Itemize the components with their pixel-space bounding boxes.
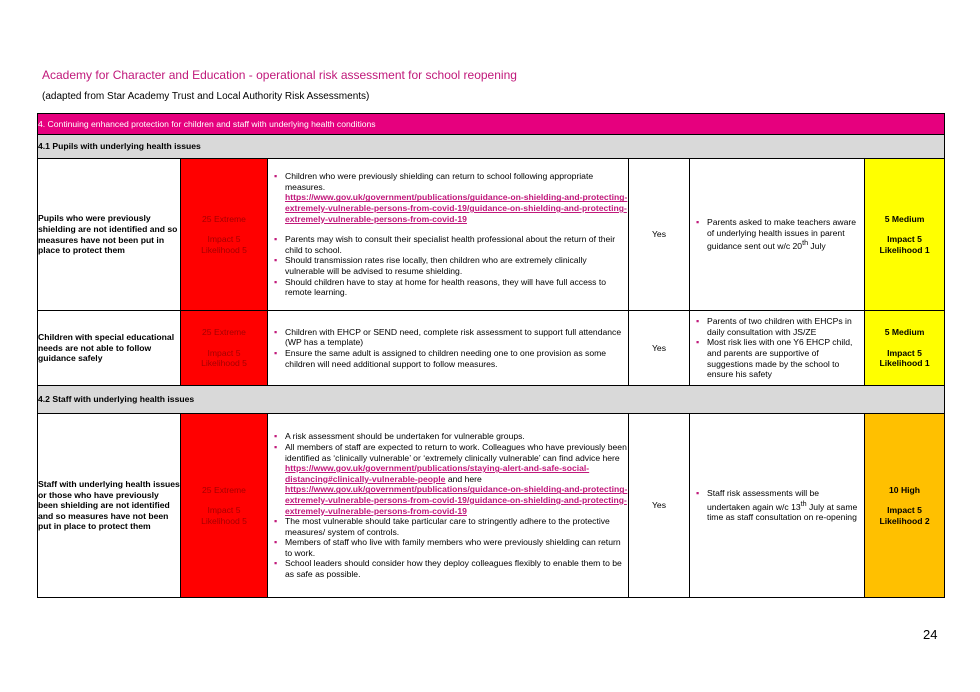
further-action-cell [690,159,865,311]
risk-level: 25 Extreme [202,484,246,495]
in-place-cell: Yes [629,414,690,598]
risk-level: 10 High [889,484,921,495]
risk-level: 25 Extreme [202,213,246,224]
risk-likelihood: Likelihood 2 [879,515,930,526]
in-place-cell: Yes [629,159,690,311]
section-title: 4. Continuing enhanced protection for children and staff with underlying health conditions [38,114,945,135]
risk-before-cell [181,311,268,386]
subsection-title: 4.2 Staff with underlying health issues [38,386,945,414]
control-text: Children who were previously shielding can return to school following appropriate measures. [285,171,594,192]
list-item: ▪ Most risk lies with one Y6 EHCP child, and parents are supportive of suggestions made by the school to ensure his safety [707,337,864,379]
risk-likelihood: Likelihood 1 [879,244,930,255]
controls-cell [268,414,629,598]
section-header-row [38,114,945,135]
risk-impact: Impact 5 [887,234,922,245]
risk-before-cell [181,159,268,311]
risk-likelihood: Likelihood 5 [201,515,247,526]
list-item: ▪ Parents asked to make teachers aware of underlying health issues in parent guidance sent out w/c 20th July [707,217,864,252]
risk-after-cell [865,159,945,311]
list-item: ▪ Staff risk assessments will be undertaken again w/c 13th July at same time as staff consultation on re-opening [707,488,864,523]
control-text: All members of staff are expected to return to work. Colleagues who have previously been identified as ‘clinically vulnerable’ or ‘extremely clinically vulnerable’ can find advice here [285,441,627,463]
subsection-title: 4.1 Pupils with underlying health issues [38,135,945,159]
guidance-link[interactable]: https://www.gov.uk/government/publications/staying-alert-and-safe-social-distancing#clinically-vulnerable-people [285,463,590,484]
list-item: ▪ All members of staff are expected to return to work. Colleagues who have previously been identified as ‘clinically vulnerable’ or ‘extremely clinically vulnerable’ can find advice here https://www.gov.uk/government/publications/staying-alert-and-safe-social-distancing#clinically-vulnerable-people and here https://www.gov.uk/government/publications/guidance-on-shielding-and-protecting-extremely-vulnerable-persons-from-covid-19/guidance-on-shielding-and-protecting-extremely-vulnerable-persons-from-covid-19 [285,442,628,516]
guidance-link[interactable]: https://www.gov.uk/government/publications/guidance-on-shielding-and-protecting-extremely-vulnerable-persons-from-covid-19/guidance-on-shielding-and-protecting-extremely-vulnerable-persons-from-covid-19 [285,484,628,516]
risk-after-cell [865,311,945,386]
list-item: ▪ A risk assessment should be undertaken for vulnerable groups. [285,431,628,442]
list-item [285,171,628,234]
list-item: ▪ Children with EHCP or SEND need, complete risk assessment to support full attendance (WP has a template) [285,327,628,348]
risk-assessment-table [37,113,945,598]
list-item: ▪ School leaders should consider how they deploy colleagues flexibly to enable them to be as safe as possible. [285,558,628,579]
table-row [38,159,945,311]
risk-after-cell [865,414,945,598]
list-item: ▪ Parents of two children with EHCPs in daily consultation with JS/ZE [707,316,864,337]
controls-cell [268,159,629,311]
risk-impact: Impact 5 [207,347,241,358]
document-title: Academy for Character and Education - operational risk assessment for school reopening [42,68,517,82]
list-item: ▪ Ensure the same adult is assigned to children needing one to one provision as some children will need additional support to follow measures. [285,348,628,369]
hazard-cell: Children with special educational needs are not able to follow guidance safely [38,311,181,386]
list-item: ▪ Parents may wish to consult their specialist health professional about the return of their child to school. [285,234,628,255]
further-action-cell [690,311,865,386]
hazard-cell: Pupils who were previously shielding are not identified and so measures have not been put in place to protect them [38,159,181,311]
risk-level: 5 Medium [884,213,925,224]
document-subtitle: (adapted from Star Academy Trust and Local Authority Risk Assessments) [42,91,370,102]
guidance-link[interactable]: https://www.gov.uk/government/publications/guidance-on-shielding-and-protecting-extremely-vulnerable-persons-from-covid-19/guidance-on-shielding-and-protecting-extremely-vulnerable-persons-from-covid-19 [285,192,628,224]
risk-impact: Impact 5 [887,505,922,516]
risk-likelihood: Likelihood 1 [879,358,930,369]
risk-likelihood: Likelihood 5 [201,244,247,255]
list-item: ▪ Members of staff who live with family members who were previously shielding can return to work. [285,537,628,558]
controls-cell [268,311,629,386]
table-row [38,311,945,386]
subsection-header-row [38,386,945,414]
subsection-header-row [38,135,945,159]
list-item: ▪ Should transmission rates rise locally, then children who are extremely clinically vulnerable will be advised to resume shielding. [285,255,628,276]
list-item: ▪ The most vulnerable should take particular care to stringently adhere to the protective measures/ system of controls. [285,516,628,537]
risk-impact: Impact 5 [207,505,241,516]
hazard-cell: Staff with underlying health issues or those who have previously been shielding are not identified and so measures have not been put in place to protect them [38,414,181,598]
risk-impact: Impact 5 [887,347,922,358]
table-row [38,414,945,598]
risk-impact: Impact 5 [207,234,241,245]
list-item: ▪ Should children have to stay at home for health reasons, they will have full access to remote learning. [285,277,628,298]
risk-before-cell [181,414,268,598]
further-action-cell [690,414,865,598]
in-place-cell: Yes [629,311,690,386]
risk-likelihood: Likelihood 5 [201,358,247,369]
risk-level: 25 Extreme [202,327,246,338]
risk-level: 5 Medium [884,327,925,338]
page-number: 24 [923,627,938,642]
